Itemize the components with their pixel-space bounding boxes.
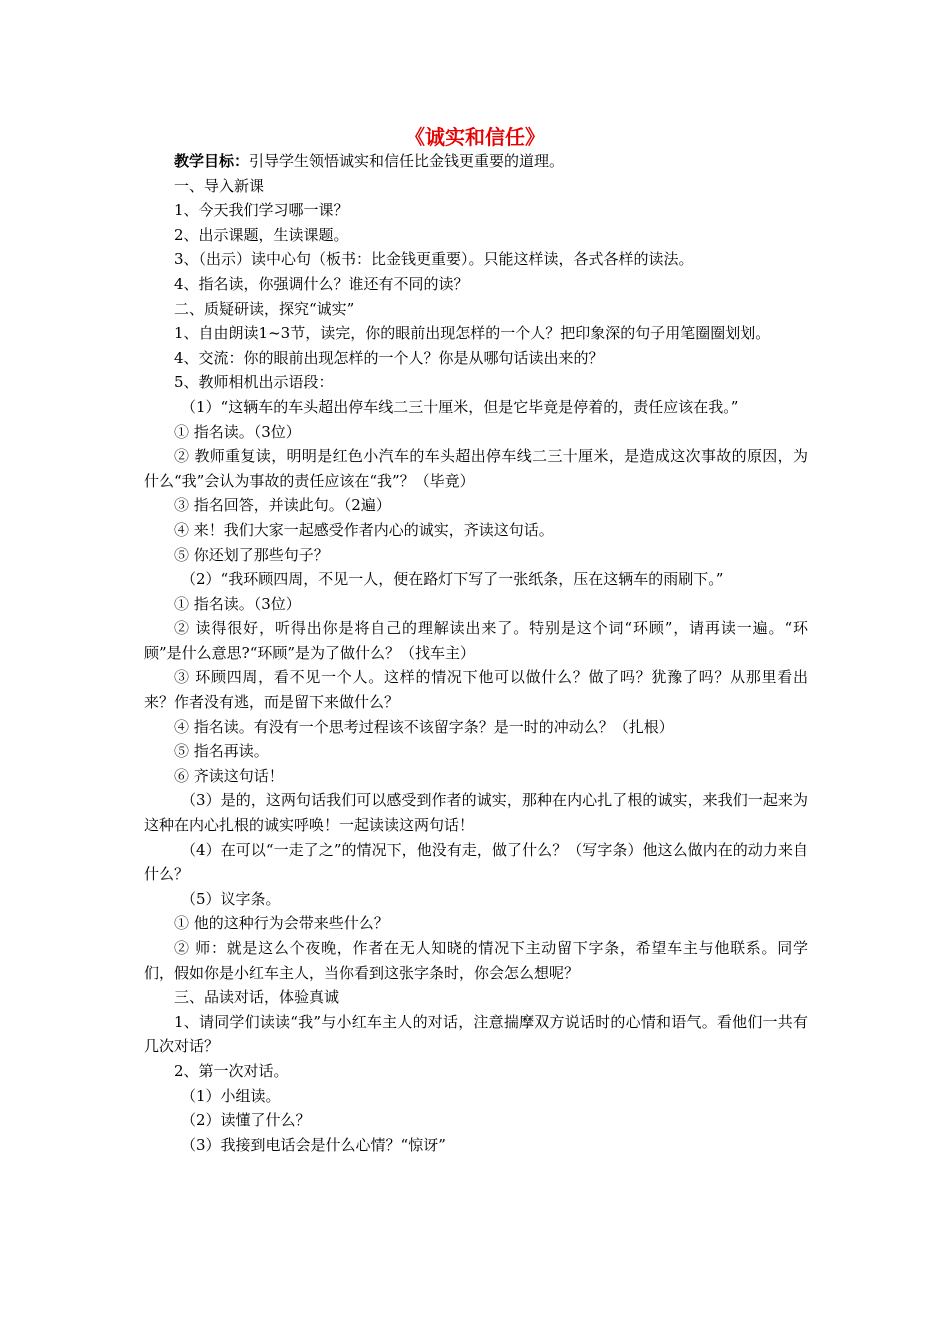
body-paragraph: 3、（出示）读中心句（板书：比金钱更重要）。只能这样读，各式各样的读法。 <box>174 250 694 269</box>
body-paragraph: （4）在可以“一走了之”的情况下，他没有走，做了什么？（写字条）他这么做内在的动力来自什么？ <box>144 840 808 884</box>
teaching-goal <box>144 149 808 174</box>
body-paragraph: ② 读得很好，听得出你是将自己的理解读出来了。特别是这个词“环顾”，请再读一遍。“环顾”是什么意思?“环顾”是为了做什么？（找车主） <box>144 619 808 662</box>
document-body <box>144 149 808 1157</box>
body-paragraph: （2）读懂了什么？ <box>181 1111 311 1130</box>
body-paragraph: ④ 来！我们大家一起感受作者内心的诚实，齐读这句话。 <box>174 520 554 539</box>
body-paragraph: （1）小组读。 <box>181 1086 281 1105</box>
teaching-goal-label: 教学目标： <box>174 152 250 170</box>
body-paragraph: 5、教师相机出示语段： <box>174 373 334 392</box>
document-title: 《诚实和信任》 <box>405 125 545 149</box>
body-paragraph: ③ 环顾四周，看不见一个人。这样的情况下他可以做什么？做了吗？犹豫了吗？从那里看出来？作者没有逃，而是留下来做什么？ <box>144 668 808 712</box>
body-paragraph: （3）是的，这两句话我们可以感受到作者的诚实，那种在内心扎了根的诚实，来我们一起来为这种在内心扎根的诚实呼唤！一起读读这两句话！ <box>144 791 808 835</box>
body-paragraph: 2、第一次对话。 <box>174 1061 289 1080</box>
body-paragraph: 二、质疑研读，探究“诚实” <box>174 299 355 318</box>
body-paragraph: 1、今天我们学习哪一课？ <box>174 201 349 220</box>
body-paragraph: ① 指名读。（3位） <box>174 594 301 613</box>
body-paragraph: ⑤ 你还划了那些句子？ <box>174 545 329 564</box>
body-paragraph: ③ 指名回答，并读此句。（2遍） <box>174 496 391 515</box>
body-paragraph: 4、交流：你的眼前出现怎样的一个人？你是从哪句话读出来的？ <box>174 348 604 367</box>
body-paragraph: 一、导入新课 <box>174 176 265 195</box>
body-paragraph: （2）“我环顾四周，不见一人，便在路灯下写了一张纸条，压在这辆车的雨刷下。” <box>181 570 724 589</box>
body-paragraph: ② 教师重复读，明明是红色小汽车的车头超出停车线二三十厘米，是造成这次事故的原因，为什么“我”会认为事故的责任应该在“我”？（毕竟） <box>144 447 808 490</box>
body-paragraph: 4、指名读，你强调什么？谁还有不同的读？ <box>174 274 469 293</box>
teaching-goal-text: 引导学生领悟诚实和信任比金钱更重要的道理。 <box>249 152 565 170</box>
body-paragraph: ④ 指名读。有没有一个思考过程该不该留字条？是一时的冲动么？（扎根） <box>174 717 674 736</box>
body-paragraph: （5）议字条。 <box>181 889 281 908</box>
body-paragraph: ⑤ 指名再读。 <box>174 742 269 761</box>
body-paragraph: 三、品读对话，体验真诚 <box>174 988 340 1007</box>
body-paragraph: ① 指名读。（3位） <box>174 422 301 441</box>
body-paragraph: 2、出示课题，生读课题。 <box>174 225 349 244</box>
body-paragraph: ① 他的这种行为会带来些什么？ <box>174 914 389 933</box>
body-paragraph: ⑥ 齐读这句话！ <box>174 766 284 785</box>
body-paragraph: 1、自由朗读1~3节，读完，你的眼前出现怎样的一个人？把印象深的句子用笔圈圈划划。 <box>174 324 771 343</box>
body-paragraph: ② 师：就是这么个夜晚，作者在无人知晓的情况下主动留下字条，希望车主与他联系。同学们，假如你是小红车主人，当你看到这张字条时，你会怎么想呢？ <box>144 939 808 982</box>
body-paragraph: （3）我接到电话会是什么心情？“惊讶” <box>181 1135 446 1154</box>
body-paragraph: （1）“这辆车的车头超出停车线二三十厘米，但是它毕竟是停着的，责任应该在我。” <box>181 397 739 416</box>
body-paragraph: 1、请同学们读读“我”与小红车主人的对话，注意揣摩双方说话时的心情和语气。看他们一共有几次对话？ <box>144 1012 808 1056</box>
